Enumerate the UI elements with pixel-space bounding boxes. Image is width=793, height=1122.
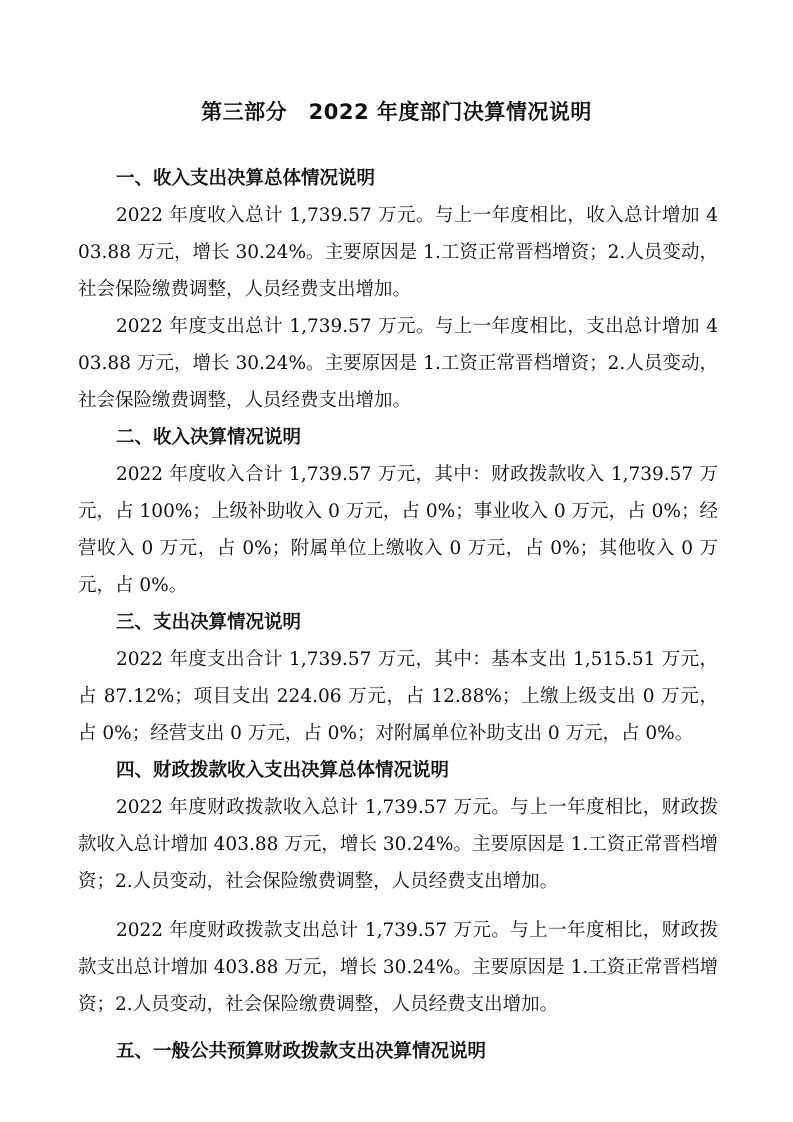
section-income-expenditure-overview [78, 160, 718, 419]
section-fiscal-appropriation-overview [78, 752, 718, 1023]
page-title: 第三部分 2022 年度部门决算情况说明 [201, 100, 592, 124]
section-income [78, 419, 718, 604]
paragraph: 2022 年度财政拨款支出总计 1,739.57 万元。与上一年度相比，财政拨款支出总计增加 403.88 万元，增长 30.24%。主要原因是 1.工资正常晋档增资；2.人员变动，社会保险缴费调整，人员经费支出增加。 [78, 920, 718, 1015]
section-heading: 五、一般公共预算财政拨款支出决算情况说明 [116, 1041, 487, 1062]
paragraph: 2022 年度财政拨款收入总计 1,739.57 万元。与上一年度相比，财政拨款收入总计增加 403.88 万元，增长 30.24%。主要原因是 1.工资正常晋档增资；2.人员变动，社会保险缴费调整，人员经费支出增加。 [78, 797, 718, 892]
section-heading: 二、收入决算情况说明 [116, 427, 302, 448]
section-general-public-budget [78, 1033, 718, 1070]
paragraph: 2022 年度收入合计 1,739.57 万元，其中：财政拨款收入 1,739.57 万元，占 100%；上级补助收入 0 万元，占 0%；事业收入 0 万元，占 0%；经营收入 0 万元，占 0%；附属单位上缴收入 0 万元，占 0%；其他收入 0 万元，占 0%。 [78, 464, 718, 596]
section-heading: 一、收入支出决算总体情况说明 [116, 168, 376, 189]
paragraph: 2022 年度支出合计 1,739.57 万元，其中：基本支出 1,515.51 万元，占 87.12%；项目支出 224.06 万元，占 12.88%；上缴上级支出 0 万元，占 0%；经营支出 0 万元，占 0%；对附属单位补助支出 0 万元，占 0%。 [78, 649, 718, 744]
section-expenditure [78, 604, 718, 752]
paragraph: 2022 年度支出总计 1,739.57 万元。与上一年度相比，支出总计增加 403.88 万元，增长 30.24%。主要原因是 1.工资正常晋档增资；2.人员变动，社会保险缴费调整，人员经费支出增加。 [78, 316, 718, 411]
section-heading: 四、财政拨款收入支出决算总体情况说明 [116, 760, 450, 781]
paragraph: 2022 年度收入总计 1,739.57 万元。与上一年度相比，收入总计增加 403.88 万元，增长 30.24%。主要原因是 1.工资正常晋档增资；2.人员变动，社会保险缴费调整，人员经费支出增加。 [78, 205, 718, 300]
document-body [78, 160, 718, 1070]
section-heading: 三、支出决算情况说明 [116, 612, 302, 633]
